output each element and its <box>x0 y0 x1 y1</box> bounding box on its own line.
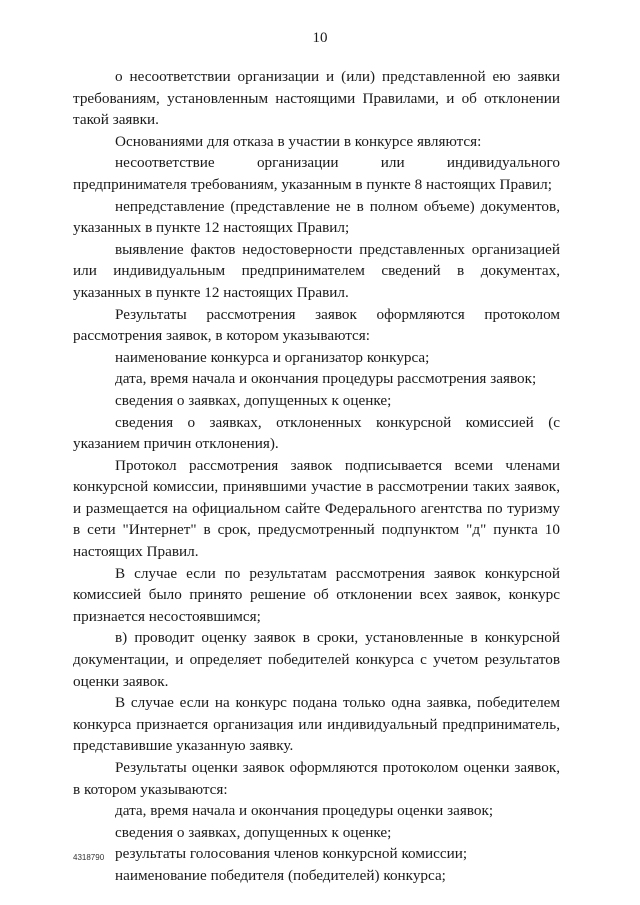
paragraph-2: Основаниями для отказа в участии в конкурсе являются: <box>115 132 482 150</box>
paragraph-10: сведения о заявках, отклоненных конкурсной комиссией (с указанием причин отклонения). <box>73 413 560 453</box>
paragraph-19: наименование победителя (победителей) конкурса; <box>115 866 446 884</box>
paragraph-16: дата, время начала и окончания процедуры оценки заявок; <box>115 802 494 820</box>
paragraph-8: дата, время начала и окончания процедуры рассмотрения заявок; <box>115 370 537 388</box>
paragraph-1: о несоответствии организации и (или) представленной ею заявки требованиям, установленным настоящими Правилами, и об отклонении такой заявки. <box>73 68 560 129</box>
paragraph-11: Протокол рассмотрения заявок подписывается всеми членами конкурсной комиссии, принявшими участие в рассмотрении таких заявок, и размещается на официальном сайте Федерального агентства по туризму в сети "Интернет" в срок, предусмотренный подпунктом "д" пункта 10 настоящих Правил. <box>73 456 560 561</box>
paragraph-17: сведения о заявках, допущенных к оценке; <box>115 823 392 841</box>
paragraph-3: несоответствие организации или индивидуального предпринимателя требованиям, указанным в пункте 8 настоящих Правил; <box>73 154 560 193</box>
document-body <box>73 66 560 887</box>
paragraph-7: наименование конкурса и организатор конкурса; <box>115 348 430 366</box>
paragraph-12: В случае если по результатам рассмотрения заявок конкурсной комиссией было принято решение об отклонении всех заявок, конкурс признается несостоявшимся; <box>73 564 560 625</box>
paragraph-15: Результаты оценки заявок оформляются протоколом оценки заявок, в котором указываются: <box>73 759 560 798</box>
paragraph-5: выявление фактов недостоверности представленных организацией или индивидуальным предпринимателем сведений в документах, указанных в пункте 12 настоящих Правил. <box>73 240 560 301</box>
document-id: 4318790 <box>73 853 105 862</box>
paragraph-4: непредставление (представление не в полном объеме) документов, указанных в пункте 12 настоящих Правил; <box>73 197 560 237</box>
paragraph-9: сведения о заявках, допущенных к оценке; <box>115 391 392 409</box>
page-number: 10 <box>312 30 328 46</box>
paragraph-14: В случае если на конкурс подана только одна заявка, победителем конкурса признается организация или индивидуальный предприниматель, представившие указанную заявку. <box>73 694 560 755</box>
paragraph-18: результаты голосования членов конкурсной комиссии; <box>115 845 468 863</box>
paragraph-13: в) проводит оценку заявок в сроки, установленные в конкурсной документации, и определяет победителей конкурса с учетом результатов оценки заявок. <box>73 629 560 690</box>
paragraph-6: Результаты рассмотрения заявок оформляются протоколом рассмотрения заявок, в котором указываются: <box>73 305 560 345</box>
